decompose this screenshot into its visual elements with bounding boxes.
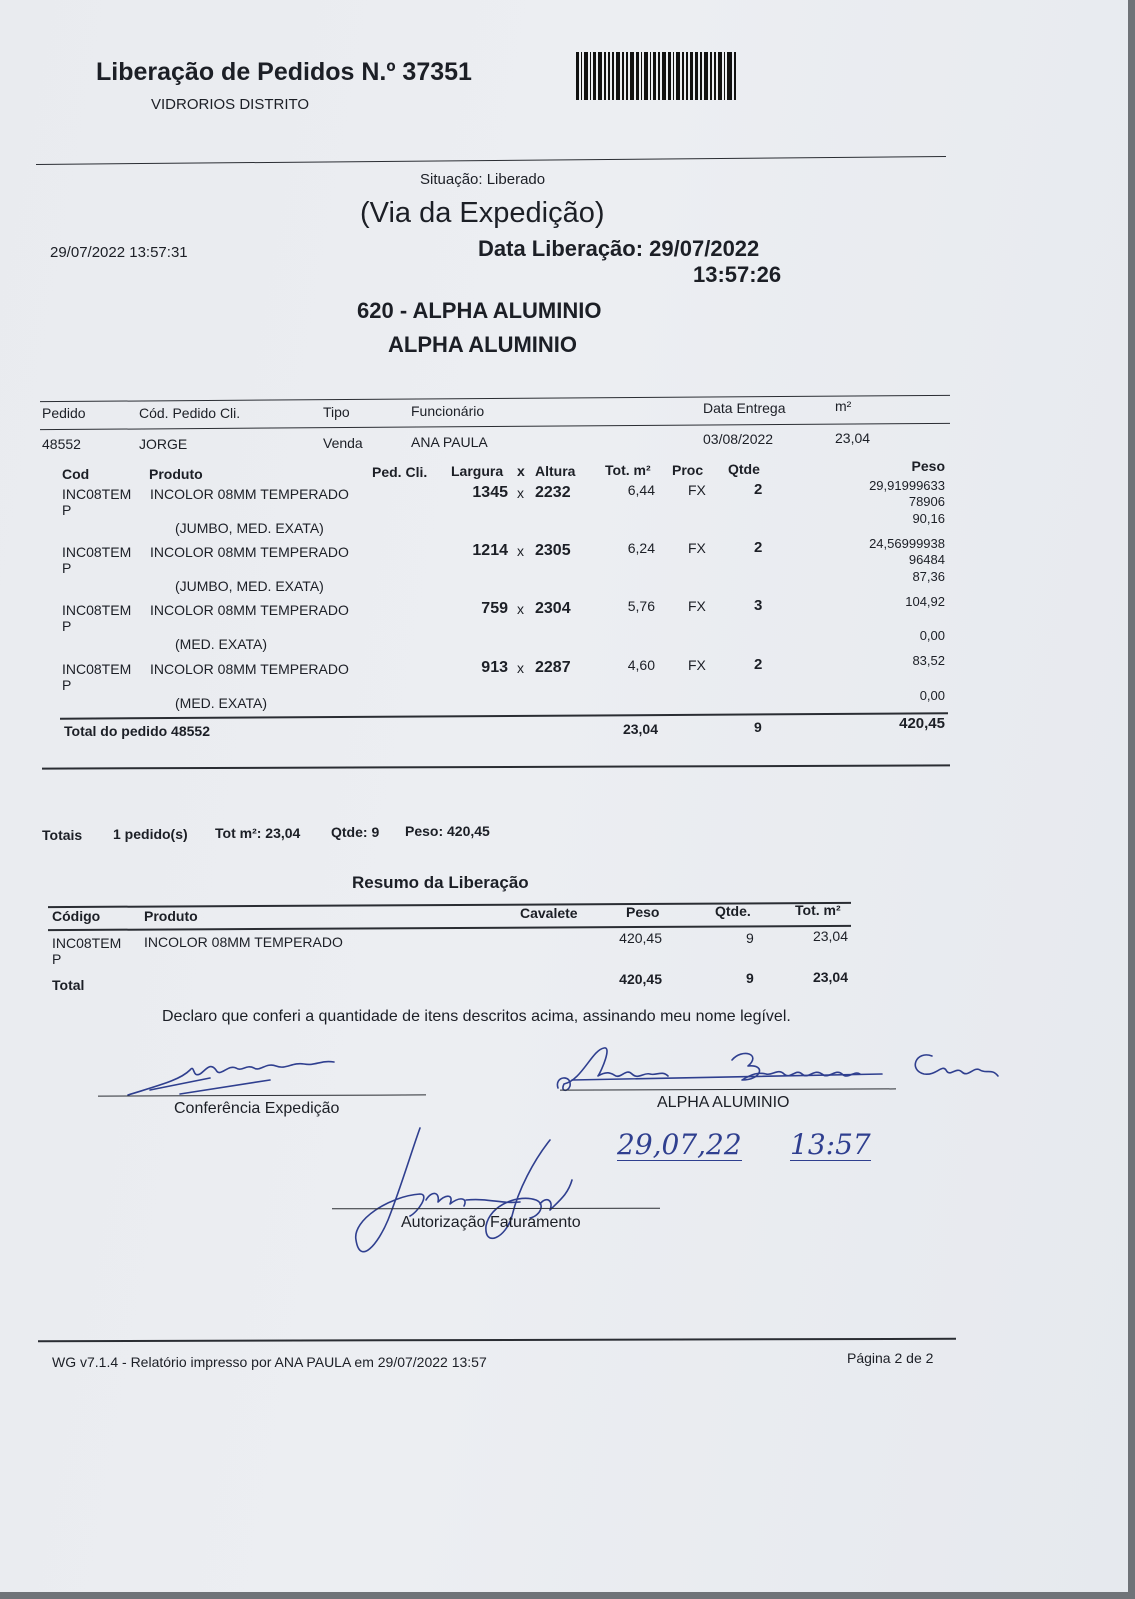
declaration-text: Declaro que conferi a quantidade de itens descritos acima, assinando meu nome legível. <box>162 1008 791 1025</box>
summary-qtde: 9 <box>746 930 754 946</box>
handwritten-date: 29,07,22 <box>617 1128 742 1161</box>
item-cod: INC08TEM <box>62 544 132 560</box>
summary-total-label: Total <box>52 977 85 993</box>
item-altura: 2287 <box>535 659 571 676</box>
data-entrega-value: 03/08/2022 <box>703 431 774 447</box>
copy-type: (Via da Expedição) <box>360 197 605 229</box>
item-cod-suffix: P <box>62 560 72 576</box>
item-largura: 1345 <box>472 484 508 501</box>
item-largura: 913 <box>481 659 508 676</box>
item-peso-line3: 90,16 <box>912 511 945 526</box>
item-obs: (MED. EXATA) <box>175 636 268 652</box>
item-altura: 2232 <box>535 484 571 501</box>
col-m2: m² <box>835 398 852 414</box>
order-section-end-divider <box>42 764 950 769</box>
col-tipo: Tipo <box>323 404 350 420</box>
items-col-qtde: Qtde <box>728 461 760 477</box>
summary-col-peso: Peso <box>626 904 660 920</box>
items-col-largura: Largura <box>451 463 504 479</box>
item-peso-line3: 87,36 <box>912 569 945 584</box>
item-cod-suffix: P <box>62 502 72 518</box>
footer-divider <box>38 1338 956 1342</box>
item-qtde: 3 <box>754 597 763 614</box>
summary-col-qtde: Qtde. <box>715 903 751 919</box>
item-cod-suffix: P <box>62 677 72 693</box>
item-x: x <box>517 543 524 559</box>
col-pedido: Pedido <box>42 405 86 421</box>
release-date: Data Liberação: 29/07/2022 <box>478 236 760 261</box>
header-divider <box>36 156 946 165</box>
totals-pedidos: 1 pedido(s) <box>113 826 188 842</box>
item-peso-line1: 29,91999633 <box>869 478 945 493</box>
totals-label: Totais <box>42 827 83 843</box>
item-obs: (JUMBO, MED. EXATA) <box>175 578 324 594</box>
col-cod-pedido-cli: Cód. Pedido Cli. <box>139 405 241 421</box>
totals-peso: Peso: 420,45 <box>405 823 490 839</box>
item-proc: FX <box>688 657 706 673</box>
order-total-qtde: 9 <box>754 719 762 735</box>
item-obs: (JUMBO, MED. EXATA) <box>175 520 324 536</box>
client-name: ALPHA ALUMINIO <box>388 332 578 357</box>
order-top-divider <box>40 395 950 402</box>
item-altura: 2304 <box>535 600 571 617</box>
item-peso-line2: 96484 <box>908 552 945 567</box>
item-x: x <box>517 660 524 676</box>
item-qtde: 2 <box>754 481 763 498</box>
order-total-divider <box>60 712 948 719</box>
m2-value: 23,04 <box>835 430 871 446</box>
cod-pedido-cli-value: JORGE <box>139 436 188 452</box>
item-x: x <box>517 485 524 501</box>
summary-total-m2: 23,04 <box>812 969 848 985</box>
expedition-signature-label: Conferência Expedição <box>174 1100 340 1117</box>
item-produto: INCOLOR 08MM TEMPERADO <box>150 544 349 560</box>
items-col-proc: Proc <box>672 462 704 478</box>
item-cod-suffix: P <box>62 618 72 634</box>
col-data-entrega: Data Entrega <box>703 400 786 416</box>
totals-qtde: Qtde: 9 <box>331 824 380 840</box>
item-tot-m2: 4,60 <box>627 657 655 673</box>
item-x: x <box>517 601 524 617</box>
items-col-tot-m2: Tot. m² <box>605 462 651 478</box>
item-produto: INCOLOR 08MM TEMPERADO <box>150 661 349 677</box>
item-peso-line1: 83,52 <box>912 653 945 668</box>
summary-title: Resumo da Liberação <box>352 873 529 892</box>
summary-col-produto: Produto <box>144 908 198 924</box>
totals-m2: Tot m²: 23,04 <box>215 825 301 841</box>
item-produto: INCOLOR 08MM TEMPERADO <box>150 486 349 502</box>
expedition-signature <box>120 1050 350 1100</box>
item-qtde: 2 <box>754 656 763 673</box>
client-code-name: 620 - ALPHA ALUMINIO <box>357 298 602 323</box>
item-peso-line1: 24,56999938 <box>869 536 945 551</box>
summary-col-cavalete: Cavalete <box>520 905 578 921</box>
release-time: 13:57:26 <box>693 262 782 287</box>
funcionario-value: ANA PAULA <box>411 434 488 450</box>
item-largura: 759 <box>481 600 508 617</box>
summary-peso: 420,45 <box>619 930 662 946</box>
authorization-signature <box>350 1120 610 1270</box>
summary-col-codigo: Código <box>52 908 101 924</box>
order-total-peso: 420,45 <box>899 715 945 732</box>
footer-page-number: Página 2 de 2 <box>847 1350 934 1366</box>
col-funcionario: Funcionário <box>411 403 485 419</box>
company-name: VIDRORIOS DISTRITO <box>151 96 310 113</box>
item-tot-m2: 6,24 <box>627 540 655 556</box>
items-col-produto: Produto <box>149 466 203 482</box>
item-obs: (MED. EXATA) <box>175 695 268 711</box>
item-cod: INC08TEM <box>62 661 132 677</box>
item-tot-m2: 6,44 <box>627 482 655 498</box>
order-header-divider <box>40 423 950 430</box>
item-produto: INCOLOR 08MM TEMPERADO <box>150 602 349 618</box>
item-tot-m2: 5,76 <box>627 598 655 614</box>
summary-produto: INCOLOR 08MM TEMPERADO <box>144 934 343 950</box>
summary-codigo: INC08TEM <box>52 935 122 951</box>
printed-timestamp: 29/07/2022 13:57:31 <box>50 244 188 261</box>
tipo-value: Venda <box>323 435 363 451</box>
footer-printed-by: WG v7.1.4 - Relatório impresso por ANA PAULA em 29/07/2022 13:57 <box>52 1354 487 1370</box>
items-col-x: x <box>517 463 525 479</box>
item-peso-line1: 104,92 <box>905 594 945 609</box>
pedido-value: 48552 <box>42 436 81 452</box>
client-signature <box>552 1040 1022 1100</box>
item-largura: 1214 <box>472 542 508 559</box>
client-signature-label: ALPHA ALUMINIO <box>657 1094 790 1111</box>
item-proc: FX <box>688 598 706 614</box>
barcode <box>576 52 736 100</box>
item-peso-line3: 0,00 <box>919 628 945 643</box>
status-label: Situação: Liberado <box>420 171 546 188</box>
summary-tot-m2: 23,04 <box>812 928 848 944</box>
document-title: Liberação de Pedidos N.º 37351 <box>96 58 472 86</box>
item-qtde: 2 <box>754 539 763 556</box>
order-total-m2: 23,04 <box>622 721 658 737</box>
summary-codigo-suffix: P <box>52 951 62 967</box>
summary-total-qtde: 9 <box>746 970 754 986</box>
handwritten-time: 13:57 <box>790 1128 871 1161</box>
item-cod: INC08TEM <box>62 602 132 618</box>
items-col-peso: Peso <box>911 458 945 474</box>
items-col-cod: Cod <box>62 466 90 482</box>
summary-col-tot-m2: Tot. m² <box>795 902 841 918</box>
summary-total-peso: 420,45 <box>619 971 662 987</box>
items-col-ped-cli: Ped. Cli. <box>372 464 428 480</box>
summary-header-divider <box>48 925 851 931</box>
item-cod: INC08TEM <box>62 486 132 502</box>
item-proc: FX <box>688 540 706 556</box>
item-altura: 2305 <box>535 542 571 559</box>
items-col-altura: Altura <box>535 463 576 479</box>
item-peso-line3: 0,00 <box>919 688 945 703</box>
authorization-signature-label: Autorização Faturamento <box>401 1214 581 1231</box>
order-total-label: Total do pedido 48552 <box>64 723 210 739</box>
item-peso-line2: 78906 <box>908 494 945 509</box>
item-proc: FX <box>688 482 706 498</box>
